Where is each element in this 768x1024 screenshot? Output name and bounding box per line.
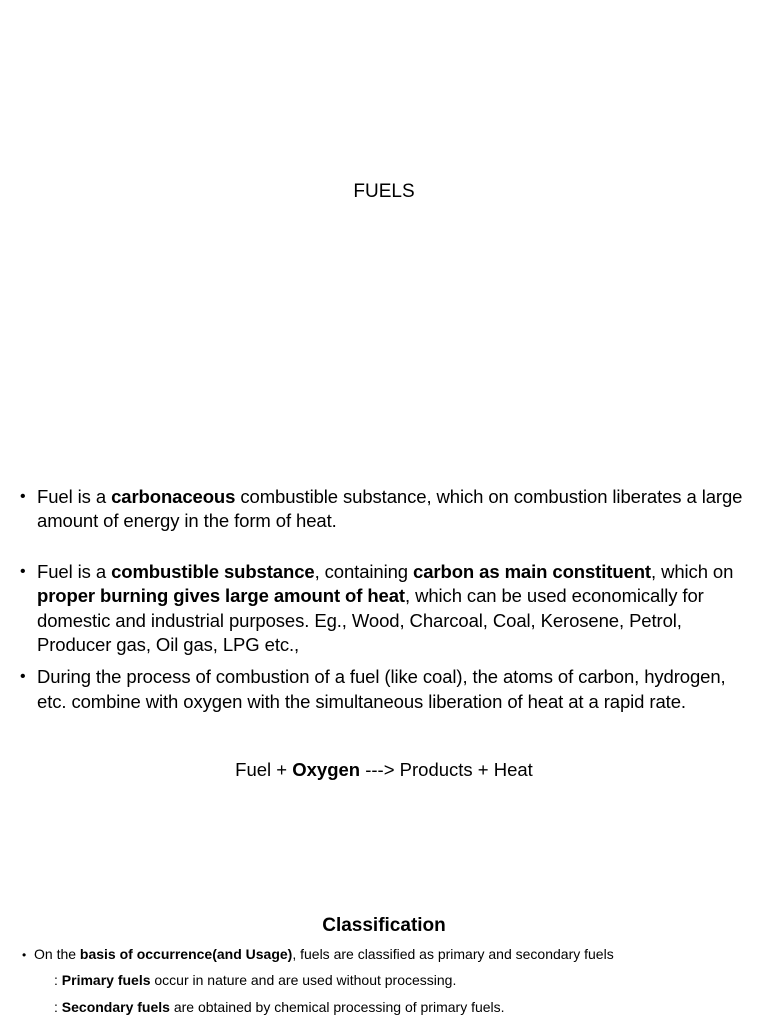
classification-line-after: , fuels are classified as primary and secondary fuels [292,946,614,962]
bullet-bold-text: proper burning gives large amount of heat [37,585,405,607]
bullet-bold-text: carbonaceous [111,486,236,507]
bullet-text: combustible substance, which on combustion liberates a large amount of energy in the form of heat. [37,486,743,532]
secondary-fuels-term: Secondary fuels [61,999,170,1015]
classification-line-before: On the [34,946,80,962]
definition-bullet [20,560,748,658]
secondary-fuels-description: are obtained by chemical processing of primary fuels. [169,999,505,1015]
primary-fuels-term: Primary fuels [61,972,151,988]
equation-text-before: Fuel + [235,759,293,780]
classification-heading: Classification [322,915,446,936]
secondary-fuels-line [54,998,505,1016]
primary-fuels-description: occur in nature and are used without processing. [150,972,457,988]
bullet-text: , containing [314,560,414,582]
secondary-fuels-prefix: : [54,999,62,1015]
bullet-dot-icon: • [22,948,27,962]
definition-bullet [20,485,748,534]
definition-bullet [20,665,748,714]
equation-text-after: ---> Products + Heat [360,759,533,780]
bullet-text: Fuel is a [37,486,112,507]
bullet-bold-text: carbon as main constituent [413,560,651,582]
combustion-equation [0,758,768,782]
primary-fuels-line [54,971,456,989]
classification-line-bold: basis of occurrence(and Usage) [79,946,293,962]
bullet-bold-text: combustible substance [111,560,315,582]
bullet-text: During the process of combustion of a fuel (like coal), the atoms of carbon, hydrogen, etc. combine with oxygen with the simultaneous liberation of heat at a rapid rate. [37,666,726,712]
classification-bullet [22,945,614,964]
equation-oxygen: Oxygen [292,759,361,780]
bullet-text: , which on [651,560,734,582]
definition-bullet-list [20,485,748,714]
page-title: FUELS [353,181,415,202]
bullet-text: Fuel is a [37,560,112,582]
primary-fuels-prefix: : [54,972,62,988]
bullet-text: , which can be used economically for domestic and industrial purposes. Eg., Wood, Charcoal, Coal, Kerosene, Petrol, Producer gas, Oil gas, LPG etc., [37,585,704,656]
